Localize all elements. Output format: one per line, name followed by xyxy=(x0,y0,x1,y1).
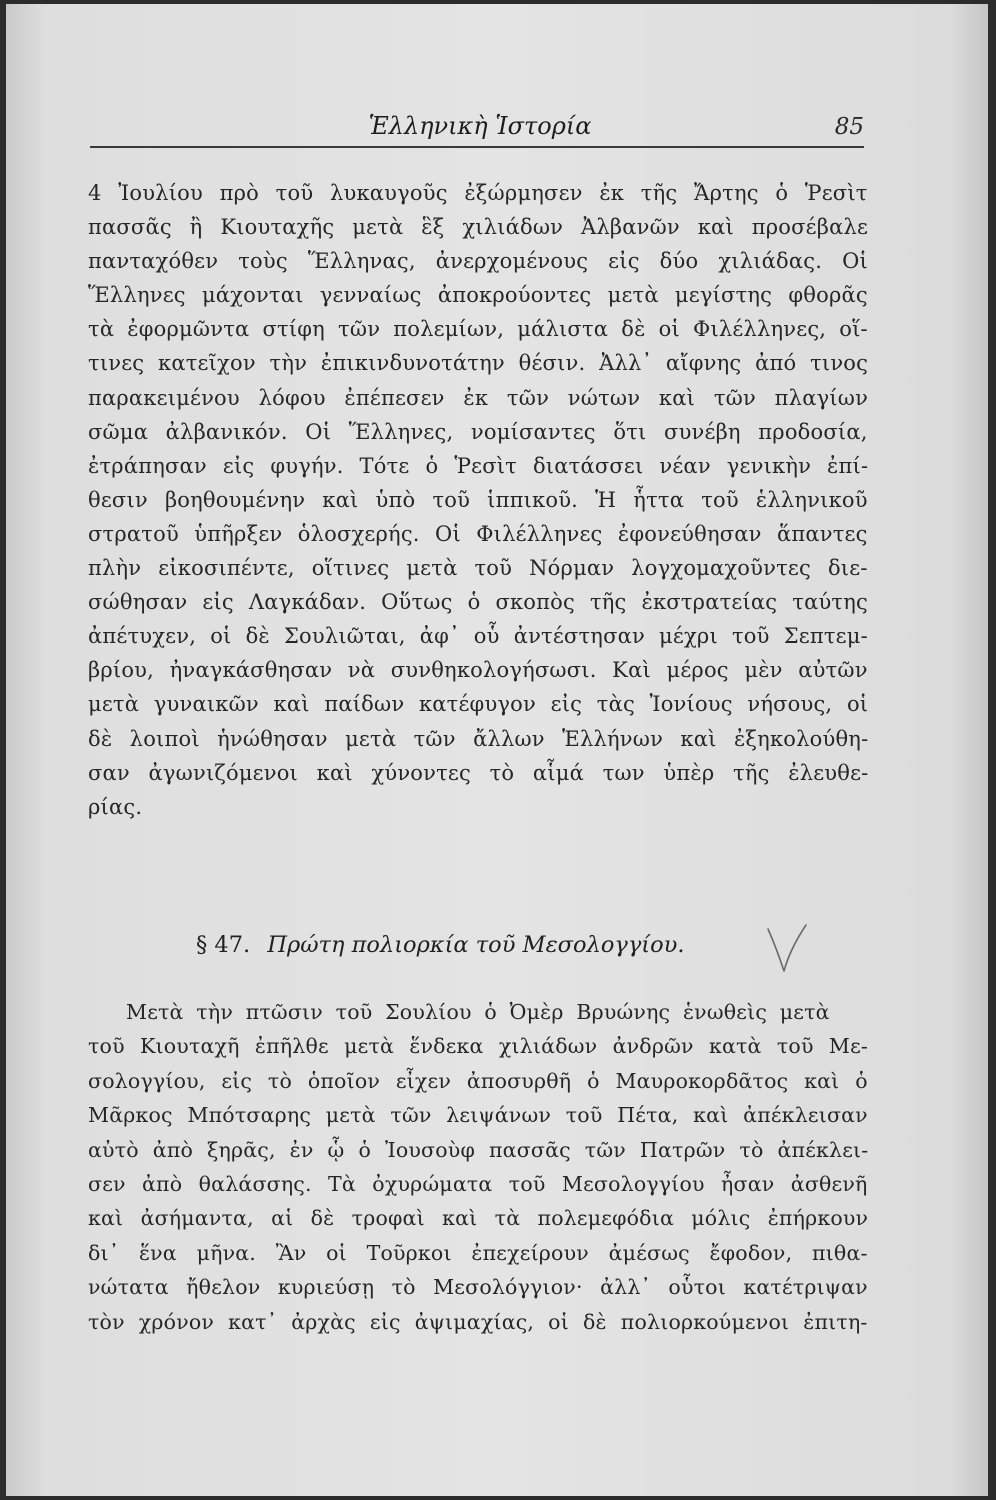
book-page xyxy=(6,4,988,1496)
text-line: Ἕλληνες μάχονται γενναίως ἀποκρούοντες μετὰ μεγίστης φθορᾶς xyxy=(88,283,868,308)
text-line: πανταχόθεν τοὺς Ἕλληνας, ἀνερχομένους εἰς δύο χιλιάδας. Οἱ xyxy=(88,249,868,274)
text-line: παρακειμένου λόφου ἐπέπεσεν ἐκ τῶν νώτων καὶ τῶν πλαγίων xyxy=(88,385,869,410)
text-line: 4 Ἰουλίου πρὸ τοῦ λυκαυγοῦς ἐξώρμησεν ἐκ τῆς Ἄρτης ὁ Ῥεσὶτ xyxy=(88,181,868,205)
text-line: βρίου, ἠναγκάσθησαν νὰ συνθηκολογήσωσι. Καὶ μέρος μὲν αὐτῶν xyxy=(88,658,868,683)
text-line: θεσιν βοηθουμένην καὶ ὑπὸ τοῦ ἱππικοῦ. Ἡ ἧττα τοῦ ἑλληνικοῦ xyxy=(88,487,868,512)
text-line: μετὰ γυναικῶν καὶ παίδων κατέφυγον εἰς τὰς Ἰονίους νήσους, οἱ xyxy=(88,692,869,717)
text-line: δι᾽ ἕνα μῆνα. Ἂν οἱ Τοῦρκοι ἐπεχείρουν ἀμέσως ἔφοδον, πιθα- xyxy=(88,1240,868,1265)
section-title: Πρώτη πολιορκία τοῦ Μεσολογγίου. xyxy=(267,932,685,958)
text-line: καὶ ἀσήμαντα, αἱ δὲ τροφαὶ καὶ τὰ πολεμεφόδια μόλις ἐπήρκουν xyxy=(88,1206,869,1231)
pencil-check-mark xyxy=(762,919,812,979)
text-line: αὐτὸ ἀπὸ ξηρᾶς, ἐν ᾧ ὁ Ἰουσοὺφ πασσᾶς τῶν Πατρῶν τὸ ἀπέκλει- xyxy=(88,1137,869,1162)
text-line: ἐτράπησαν εἰς φυγήν. Τότε ὁ Ῥεσὶτ διατάσσει νέαν γενικὴν ἐπί- xyxy=(88,453,869,478)
text-line: τοῦ Κιουταχῆ ἐπῆλθε μετὰ ἕνδεκα χιλιάδων ἀνδρῶν κατὰ τοῦ Με- xyxy=(88,1034,869,1059)
text-line: ρίας. xyxy=(88,794,143,819)
text-line: στρατοῦ ὑπῆρξεν ὁλοσχερής. Οἱ Φιλέλληνες ἐφονεύθησαν ἅπαντες xyxy=(88,521,868,546)
text-line: Μᾶρκος Μπότσαρης μετὰ τῶν λειψάνων τοῦ Πέτα, καὶ ἀπέκλεισαν xyxy=(88,1103,868,1128)
text-line: σῶμα ἀλβανικόν. Οἱ Ἕλληνες, νομίσαντες ὅτι συνέβη προδοσία, xyxy=(88,419,868,444)
text-line: δὲ λοιποὶ ἡνώθησαν μετὰ τῶν ἄλλων Ἑλλήνων καὶ ἐξηκολούθη- xyxy=(88,726,869,751)
text-line: σολογγίου, εἰς τὸ ὁποῖον εἶχεν ἀποσυρθῆ ὁ Μαυροκορδᾶτος καὶ ὁ xyxy=(88,1068,868,1093)
text-line: νώτατα ἤθελον κυριεύσῃ τὸ Μεσολόγγιον· ἀλλ᾽ οὗτοι κατέτριψαν xyxy=(88,1275,868,1300)
paragraph-1 xyxy=(88,176,868,824)
text-line: πλὴν εἰκοσιπέντε, οἵτινες μετὰ τοῦ Νόρμαν λογχομαχοῦντες διε- xyxy=(88,556,868,581)
page-header xyxy=(90,112,870,144)
text-line: σεν ἀπὸ θαλάσσης. Τὰ ὀχυρώματα τοῦ Μεσολογγίου ἦσαν ἀσθενῆ xyxy=(88,1171,868,1196)
page-number: 85 xyxy=(834,114,864,140)
header-rule xyxy=(90,146,864,148)
paragraph-2 xyxy=(88,995,868,1339)
text-line: σαν ἀγωνιζόμενοι καὶ χύνοντες τὸ αἷμά των ὑπὲρ τῆς ἐλευθε- xyxy=(88,760,869,785)
section-heading xyxy=(196,932,796,958)
text-line: πασσᾶς ἢ Κιουταχῆς μετὰ ἓξ χιλιάδων Ἀλβανῶν καὶ προσέβαλε xyxy=(88,215,869,240)
section-number: § 47. xyxy=(196,932,251,958)
running-title: Ἑλληνικὴ Ἱστορία xyxy=(368,112,592,140)
text-line: τινες κατεῖχον τὴν ἐπικινδυνοτάτην θέσιν. Ἀλλ᾽ αἴφνης ἀπό τινος xyxy=(88,351,869,376)
text-line: τὸν χρόνον κατ᾽ ἀρχὰς εἰς ἀψιμαχίας, οἱ δὲ πολιορκούμενοι ἐπιτη- xyxy=(88,1309,868,1334)
text-line: ἀπέτυχεν, οἱ δὲ Σουλιῶται, ἀφ᾽ οὗ ἀντέστησαν μέχρι τοῦ Σεπτεμ- xyxy=(88,624,868,649)
text-line: Μετὰ τὴν πτῶσιν τοῦ Σουλίου ὁ Ὀμὲρ Βρυώνης ἑνωθεὶς μετὰ xyxy=(126,1000,830,1024)
text-line: τὰ ἐφορμῶντα στίφη τῶν πολεμίων, μάλιστα δὲ οἱ Φιλέλληνες, οἵ- xyxy=(88,317,868,342)
text-line: σώθησαν εἰς Λαγκάδαν. Οὕτως ὁ σκοπὸς τῆς ἐκστρατείας ταύτης xyxy=(88,590,868,615)
